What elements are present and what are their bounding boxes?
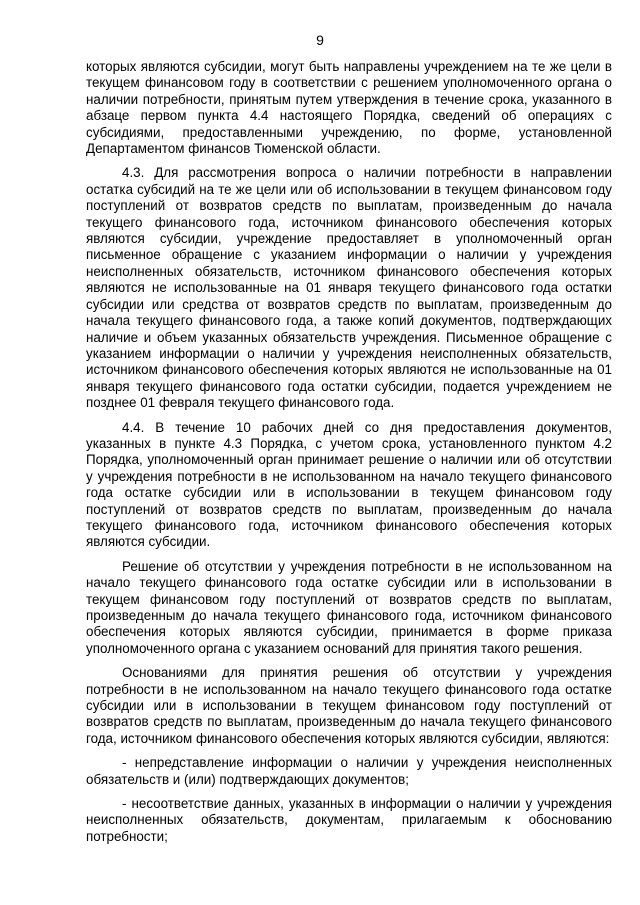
paragraph-4-4: 4.4. В течение 10 рабочих дней со дня предоставления документов, указанных в пункте 4.3 Порядка, с учетом срока, установленного пунктом 4.2 Порядка, уполномоченный орган принимает решение о наличии или об отсутствии у учреждения потребности в не использованном на начало текущего финансового года остатке субсидии или в использовании в текущем финансовом году поступлений от возвратов средств по выплатам, произведенным до начала текущего финансового года, источником финансового обеспечения которых являются субсидии.	[86, 419, 612, 550]
paragraph-4-3: 4.3. Для рассмотрения вопроса о наличии потребности в направлении остатка субсидий на те же цели или об использовании в текущем финансовом году поступлений от возвратов средств по выплатам, произведенным до начала текущего финансового года, источником финансового обеспечения которых являются субсидии, учреждение предоставляет в уполномоченный орган письменное обращение с указанием информации о наличии у учреждения неисполненных обязательств, источником финансового обеспечения которых являются не использованные на 01 января текущего финансового года остатки субсидии или средства от возвратов средств по выплатам, произведенным до начала текущего финансового года, а также копий документов, подтверждающих наличие и объем указанных обязательств учреждения. Письменное обращение с указанием информации о наличии у учреждения неисполненных обязательств, источником финансового обеспечения которых являются не использованные на 01 января текущего финансового года остатки субсидии, подается учреждением не позднее 01 февраля текущего финансового года.	[86, 165, 612, 411]
page-number: 9	[316, 32, 324, 48]
paragraph-continuation: которых являются субсидии, могут быть направлены учреждением на те же цели в текущем финансовом году в соответствии с решением уполномоченного органа о наличии потребности, принятым путем утверждения в течение срока, указанного в абзаце первом пункта 4.4 настоящего Порядка, сведений об операциях с субсидиями, предоставленными учреждению, по форме, установленной Департаментом финансов Тюменской области.	[86, 59, 612, 157]
document-body	[86, 59, 612, 853]
paragraph-grounds: Основаниями для принятия решения об отсутствии у учреждения потребности в не использованном на начало текущего финансового года остатке субсидии или в использовании в текущем финансовом году поступлений от возвратов средств по выплатам, произведенным до начала текущего финансового года, источником финансового обеспечения которых являются субсидии, являются:	[86, 665, 612, 746]
list-item-non-submission: - непредставление информации о наличии у учреждения неисполненных обязательств и (или) подтверждающих документов;	[86, 755, 612, 787]
paragraph-decision: Решение об отсутствии у учреждения потребности в не использованном на начало текущего финансового года остатке субсидии или в использовании в текущем финансовом году поступлений от возвратов средств по выплатам, произведенным до начала текущего финансового года, источником финансового обеспечения которых являются субсидии, принимается в форме приказа уполномоченного органа с указанием оснований для принятия такого решения.	[86, 558, 612, 656]
list-item-mismatch: - несоответствие данных, указанных в информации о наличии у учреждения неисполненных обязательств, документам, прилагаемым к обоснованию потребности;	[86, 796, 612, 844]
